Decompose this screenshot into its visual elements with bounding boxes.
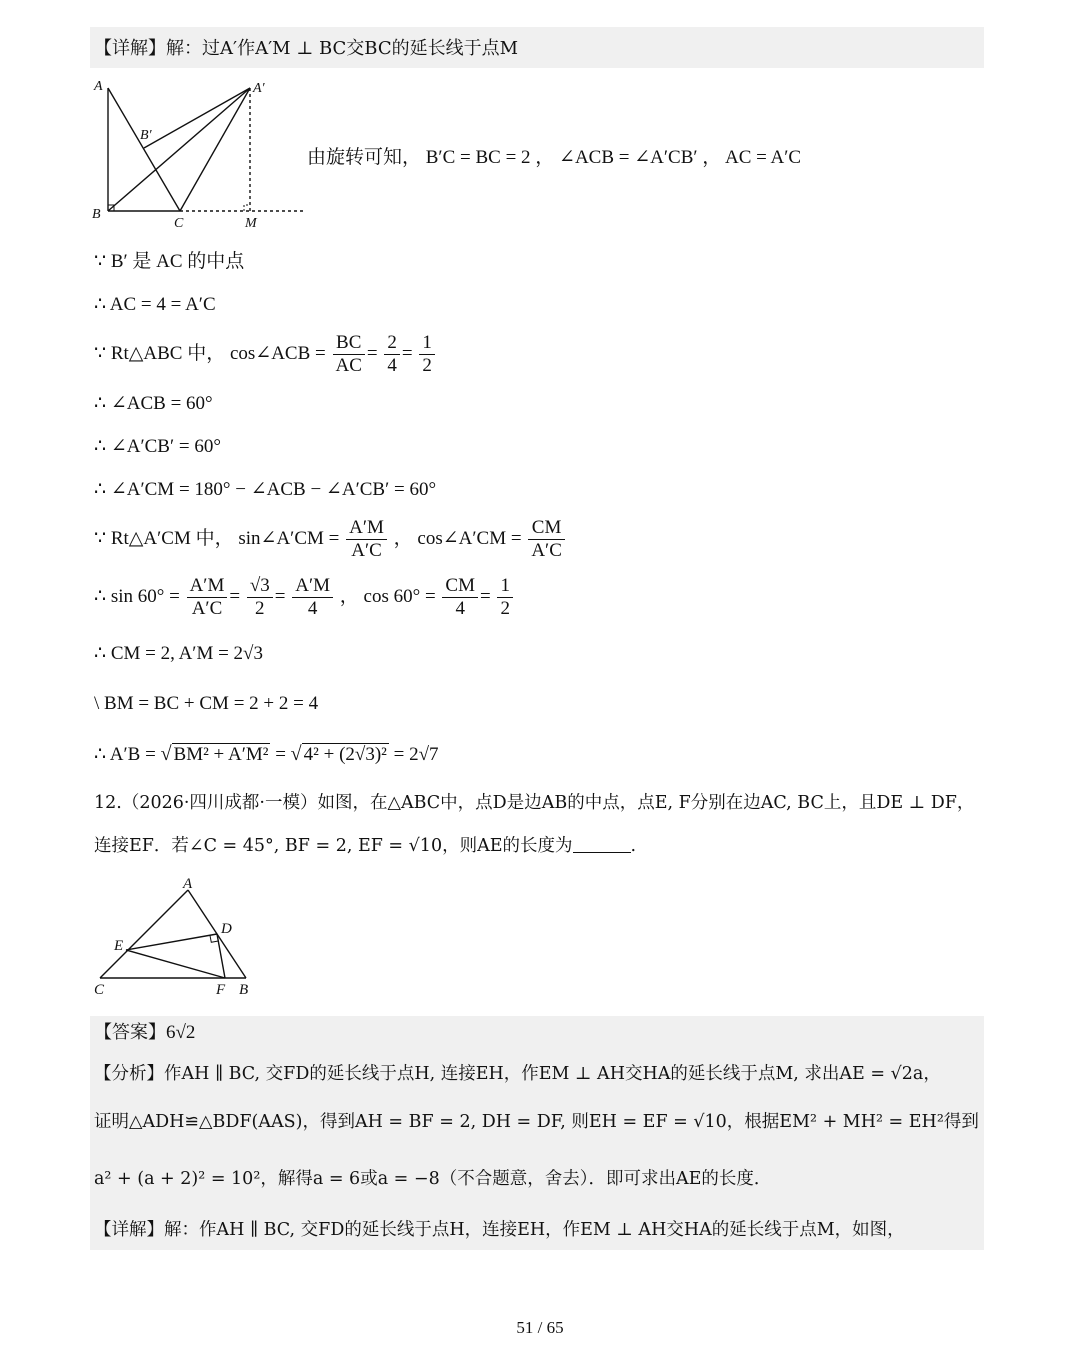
- step-4: ∴ ∠ACB = 60°: [94, 393, 213, 414]
- fraction-am-4: [292, 575, 333, 620]
- label-A: A: [94, 79, 103, 94]
- step-5: ∴ ∠A′CB′ = 60°: [94, 436, 221, 457]
- step-2: ∴ AC = 4 = A′C: [94, 294, 216, 315]
- radical-sign: √: [160, 743, 172, 765]
- fraction-am-ac-2: [187, 575, 228, 620]
- frac-num: 1: [419, 332, 435, 355]
- answer-value: 6√2: [166, 1022, 196, 1043]
- edge-ca: [100, 890, 188, 978]
- detail-header: 【详解】解：过A′作A′M ⊥ BC交BC的延长线于点M: [94, 38, 519, 59]
- radicand-1: BM² + A′M²: [173, 744, 269, 765]
- step-11-result: = 2√7: [393, 744, 439, 765]
- fraction-bc-ac: [333, 332, 365, 377]
- segment-ed: [126, 934, 217, 950]
- problem-12-end: .: [630, 836, 637, 856]
- rotation-figure: [88, 76, 313, 234]
- frac-den: A′C: [351, 540, 382, 562]
- step-10: \ BM = BC + CM = 2 + 2 = 4: [94, 693, 319, 714]
- edge-ac: [108, 88, 180, 211]
- edge-ca-prime: [180, 88, 250, 211]
- analysis-line-1: 【分析】作AH ∥ BC, 交FD的延长线于点H, 连接EH，作EM ⊥ AH交HA的延长线于点M, 求出AE = √2a，: [94, 1064, 941, 1084]
- frac-den: 2: [422, 355, 432, 377]
- problem-12-question: 连接EF．若∠C = 45°, BF = 2, EF = √10，则AE的长度为: [94, 836, 573, 856]
- step-11-prefix: ∴ A′B =: [94, 744, 156, 765]
- fraction-2-4: [384, 332, 400, 377]
- answer-label: 【答案】: [94, 1022, 166, 1043]
- step-3: ∵ Rt△ABC 中， cos∠ACB = $\frac{BC}{AC}$ = $\frac{2}{4}$ = $\frac{1}{2}$: [94, 329, 437, 379]
- frac-den: 2: [500, 598, 510, 620]
- label-E: E: [114, 938, 124, 954]
- frac-num: 2: [384, 332, 400, 355]
- step-7-prefix: ∵ Rt△A′CM 中， sin∠A′CM =: [94, 528, 340, 549]
- frac-den: A′C: [191, 598, 223, 620]
- frac-num: A′M: [292, 575, 333, 598]
- label-B: B: [239, 982, 249, 998]
- step-7: [94, 514, 567, 564]
- frac-den: AC: [335, 355, 362, 377]
- frac-den: A′C: [531, 540, 562, 562]
- step-1: ∵ B′ 是 AC 的中点: [94, 251, 245, 272]
- problem-12-line-2: [94, 832, 636, 860]
- label-C: C: [174, 216, 184, 231]
- fraction-cm-4: [442, 575, 478, 620]
- analysis-line-3: a² + (a + 2)² = 10²，解得a = 6或a = −8（不合题意，舍去）．即可求出AE的长度．: [94, 1169, 772, 1189]
- step-8-prefix: ∴ sin 60° =: [94, 586, 180, 607]
- analysis-line-2: 证明△ADH≌△BDF(AAS)，得到AH = BF = 2, DH = DF, 则EH = EF = √10，根据EM² + MH² = EH²得到: [94, 1112, 979, 1132]
- frac-num: CM: [442, 575, 478, 598]
- triangle-figure: [88, 872, 263, 1002]
- answer-blank: [573, 834, 631, 853]
- label-A: A: [183, 876, 193, 892]
- step-3-prefix: ∵ Rt△ABC 中， cos∠ACB =: [94, 343, 326, 364]
- label-M: M: [245, 216, 257, 231]
- label-B: B: [92, 207, 101, 222]
- label-F: F: [216, 982, 226, 998]
- label-B-prime: B′: [140, 128, 152, 143]
- fraction-sqrt3-2: [247, 575, 273, 620]
- frac-num: CM: [528, 517, 565, 540]
- frac-num: √3: [247, 575, 273, 598]
- segment-ef: [126, 950, 225, 978]
- label-D: D: [221, 921, 232, 937]
- step-9: ∴ CM = 2, A′M = 2√3: [94, 643, 263, 664]
- frac-den: 4: [307, 598, 318, 620]
- frac-den: 4: [455, 598, 465, 620]
- label-A-prime: A′: [253, 81, 265, 96]
- frac-num: BC: [333, 332, 365, 355]
- edge-ba-prime: [108, 88, 250, 211]
- frac-num: A′M: [346, 517, 387, 540]
- frac-num: 1: [497, 575, 513, 598]
- radical-sign: √: [290, 743, 302, 765]
- frac-num: A′M: [187, 575, 228, 598]
- right-angle-m: [244, 205, 250, 211]
- label-C: C: [94, 982, 105, 998]
- frac-den: 4: [387, 355, 397, 377]
- step-8: ∴ sin 60° = $\frac{A'M}{A'C}$ = $\frac{√3}{2}$ = $\frac{A'M}{4}$ ， cos 60° = $\frac{CM}{4}$ = $\frac{1}{2}$: [94, 572, 515, 622]
- step-8-mid: ， cos 60° =: [339, 586, 436, 607]
- radicand-2: 4² + (2√3)²: [303, 744, 387, 765]
- step-6: ∴ ∠A′CM = 180° − ∠ACB − ∠A′CB′ = 60°: [94, 479, 437, 500]
- fraction-1-2-b: [497, 575, 513, 620]
- frac-den: 2: [255, 598, 265, 620]
- fraction-1-2: [419, 332, 435, 377]
- fraction-cm-ac: [528, 517, 565, 562]
- page-number: 51 / 65: [516, 1318, 564, 1337]
- answer-line: [94, 1019, 195, 1047]
- step-7-mid: ， cos∠A′CM =: [393, 528, 522, 549]
- edge-b-prime-a-prime: [144, 88, 250, 148]
- problem-12-line-1: 12.（2026·四川成都·一模）如图，在△ABC中，点D是边AB的中点，点E, F分别在边AC, BC上，且DE ⊥ DF，: [94, 793, 975, 813]
- detail-2-line-1: 【详解】解：作AH ∥ BC, 交FD的延长线于点H，连接EH，作EM ⊥ AH交HA的延长线于点M，如图，: [94, 1220, 905, 1240]
- fraction-am-ac: [346, 517, 387, 562]
- rotation-note: 由旋转可知， B′C = BC = 2 ， ∠ACB = ∠A′CB′ ， AC = A′C: [307, 147, 802, 168]
- step-11: ∴ A′B = √ BM² + A′M² = √ 4² + (2√3)² = 2√7: [94, 743, 439, 765]
